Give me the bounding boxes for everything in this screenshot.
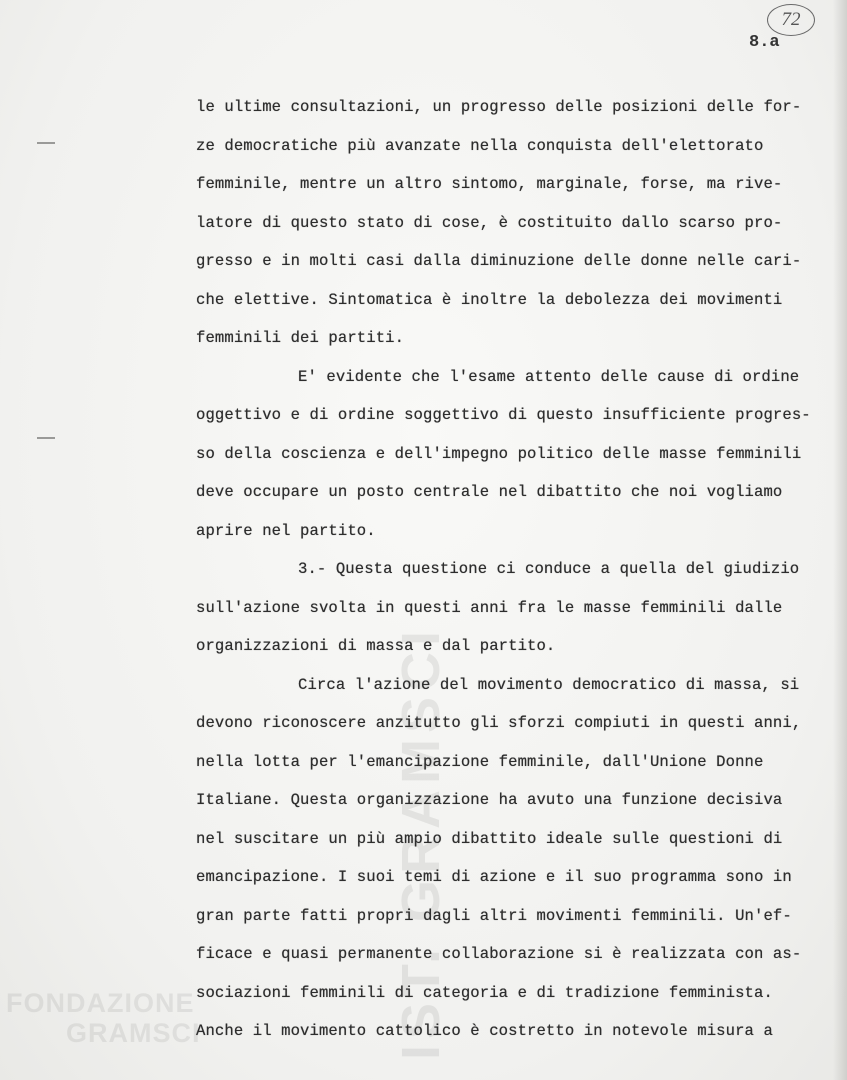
- text-line: femminile, mentre un altro sintomo, marginale, forse, ma rive-: [196, 175, 783, 193]
- text-line: gran parte fatti propri dagli altri movimenti femminili. Un'ef-: [196, 906, 792, 925]
- archive-page-number: 72: [767, 4, 815, 36]
- fondazione-gramsci-logo: [6, 988, 201, 1048]
- section-heading-line: 3.- Questa questione ci conduce a quella del giudizio: [298, 560, 800, 578]
- text-line: organizzazioni di massa e dal partito.: [196, 637, 556, 655]
- paragraph-first-line: Circa l'azione del movimento democratico di massa, si: [298, 675, 800, 694]
- typed-text-body: [196, 88, 836, 1051]
- logo-line-1: FONDAZIONE: [6, 988, 195, 1018]
- text-line: aprire nel partito.: [196, 521, 376, 540]
- text-line: devono riconoscere anzitutto gli sforzi compiuti in questi anni,: [196, 714, 802, 732]
- text-line: so della coscienza e dell'impegno politico delle masse femminili: [196, 444, 802, 463]
- punch-mark: [37, 437, 55, 439]
- archive-watermark: IST. GRAMSCI: [391, 624, 451, 1060]
- page-number: 8.a: [749, 33, 780, 52]
- text-line: gresso e in molti casi dalla diminuzione delle donne nelle cari-: [196, 252, 802, 270]
- text-line: che elettive. Sintomatica è inoltre la debolezza dei movimenti: [196, 290, 783, 309]
- logo-line-2: GRAMSCI: [66, 1018, 201, 1048]
- text-line: nel suscitare un più ampio dibattito ideale sulle questioni di: [196, 829, 783, 848]
- text-line: ze democratiche più avanzate nella conquista dell'elettorato: [196, 136, 764, 155]
- text-line: femminili dei partiti.: [196, 329, 405, 347]
- text-line: sociazioni femminili di categoria e di tradizione femminista.: [196, 983, 773, 1002]
- text-line: oggettivo e di ordine soggettivo di questo insufficiente progres-: [196, 406, 811, 424]
- text-line: Italiane. Questa organizzazione ha avuto una funzione decisiva: [196, 791, 783, 809]
- text-line: emancipazione. I suoi temi di azione e il suo programma sono in: [196, 868, 792, 886]
- text-line: nella lotta per l'emancipazione femminile, dall'Unione Donne: [196, 752, 764, 771]
- text-line: deve occupare un posto centrale nel dibattito che noi vogliamo: [196, 483, 783, 501]
- text-line: ficace e quasi permanente collaborazione si è realizzata con as-: [196, 945, 802, 963]
- punch-mark: [37, 142, 55, 144]
- text-line: sull'azione svolta in questi anni fra le masse femminili dalle: [196, 598, 783, 617]
- paragraph-first-line: E' evidente che l'esame attento delle cause di ordine: [298, 367, 800, 386]
- text-line: latore di questo stato di cose, è costituito dallo scarso pro-: [196, 213, 783, 232]
- text-line: le ultime consultazioni, un progresso delle posizioni delle for-: [196, 98, 802, 116]
- text-line: Anche il movimento cattolico è costretto in notevole misura a: [196, 1022, 773, 1040]
